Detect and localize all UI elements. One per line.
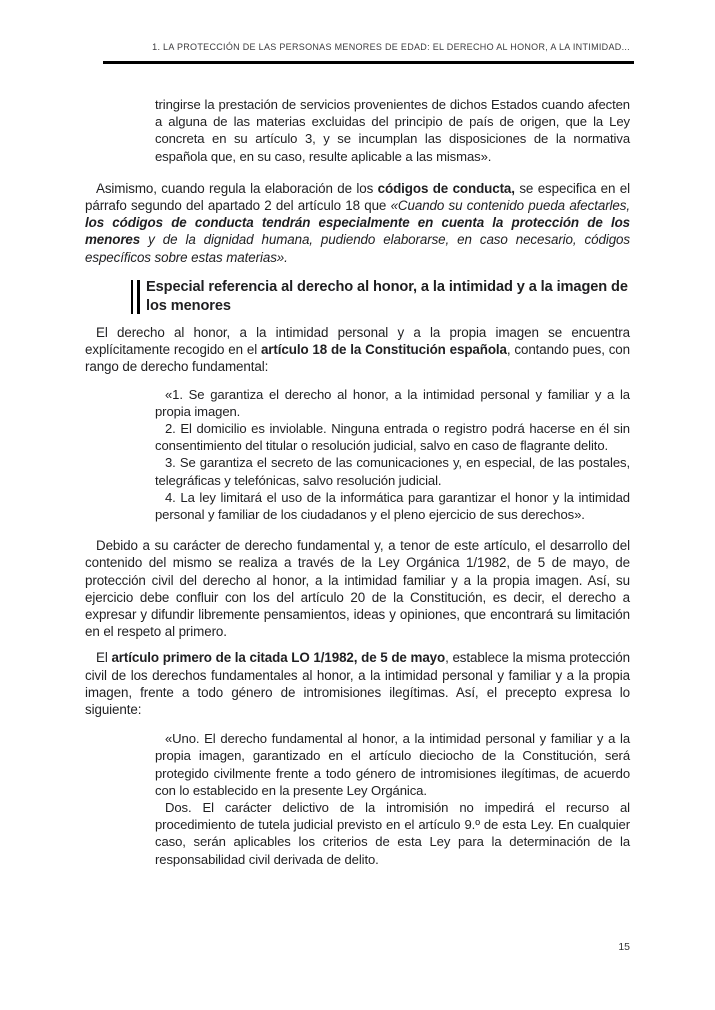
paragraph-asimismo: Asimismo, cuando regula la elaboración de los códigos de conducta, se especifica en el párrafo segundo del apartado 2 del artículo 18 que «Cuando su contenido pueda afectarles, los códigos de conducta tendrán especialmente en cuenta la protección de los menores y de la dignidad humana, pudiendo elaborarse, en caso necesario, códigos específicos sobre estas materias». [85, 180, 631, 265]
heading-marker-thin-bar [131, 280, 133, 314]
page-content [85, 96, 630, 868]
quote-item-1: «1. Se garantiza el derecho al honor, a la intimidad personal y familiar y a la propia imagen. [155, 386, 630, 419]
header-rule [103, 61, 634, 64]
paragraph-debido: Debido a su carácter de derecho fundamental y, a tenor de este artículo, el desarrollo del contenido del mismo se realiza a través de la Ley Orgánica 1/1982, de 5 de mayo, de protección civil del derecho al honor, a la intimidad familiar y a la propia imagen. Así, su ejercicio debe confluir con los del artículo 20 de la Constitución, es decir, el derecho a expresar y difundir libremente pensamientos, ideas y opiniones, que encontrará su limitación en el respeto al primero. [85, 538, 630, 640]
section-heading-text: Especial referencia al derecho al honor, a la intimidad y a la imagen de los menores [146, 278, 628, 314]
page-number: 15 [618, 941, 630, 953]
quote-item-dos: Dos. El carácter delictivo de la intromisión no impedirá el recurso al procedimiento de tutela judicial previsto en el artículo 9.º de esta Ley. En cualquier caso, serán aplicables los criterios de esta Ley para la determinación de la responsabilidad civil derivada de delito. [155, 800, 630, 867]
constitution-article18-quote [155, 386, 630, 524]
continuation-quote-text: tringirse la prestación de servicios provenientes de dichos Estados cuando afecten a alguna de las materias excluidas del principio de país de origen, que la Ley concreta en su artículo 3, y se incumplan las disposiciones de la normativa española que, en su caso, resulte aplicable a las mismas». [155, 97, 630, 164]
quote-item-4: 4. La ley limitará el uso de la informática para garantizar el honor y la intimidad personal y familiar de los ciudadanos y el pleno ejercicio de sus derechos». [155, 489, 630, 522]
section-heading [131, 278, 630, 316]
quote-item-2: 2. El domicilio es inviolable. Ninguna entrada o registro podrá hacerse en él sin consentimiento del titular o resolución judicial, salvo en caso de flagrante delito. [155, 420, 630, 454]
paragraph-articulo-primero: El artículo primero de la citada LO 1/1982, de 5 de mayo, establece la misma protección civil de los derechos fundamentales al honor, a la intimidad personal y familiar y a la propia imagen, frente a todo género de intromisiones ilegítimas. Así, el precepto expresa lo siguiente: [85, 650, 630, 717]
heading-marker-thick-bar [137, 280, 140, 314]
quote-item-uno: «Uno. El derecho fundamental al honor, a la intimidad personal y familiar y a la propia imagen, garantizado en el artículo dieciocho de la Constitución, será protegido civilmente frente a todo género de intromisiones ilegítimas, de acuerdo con lo establecido en la presente Ley Orgánica. [155, 731, 630, 798]
paragraph-derecho-honor: El derecho al honor, a la intimidad personal y a la propia imagen se encuentra explícitamente recogido en el artículo 18 de la Constitución española, contando pues, con rango de derecho fundamental: [85, 324, 631, 375]
continuation-quote-block [155, 96, 630, 165]
lo1982-quote [155, 730, 630, 868]
quote-item-3: 3. Se garantiza el secreto de las comunicaciones y, en especial, de las postales, telegráficas y telefónicas, salvo resolución judicial. [155, 455, 630, 488]
running-head: 1. LA PROTECCIÓN DE LAS PERSONAS MENORES DE EDAD: EL DERECHO AL HONOR, A LA INTIMIDAD... [152, 42, 630, 52]
